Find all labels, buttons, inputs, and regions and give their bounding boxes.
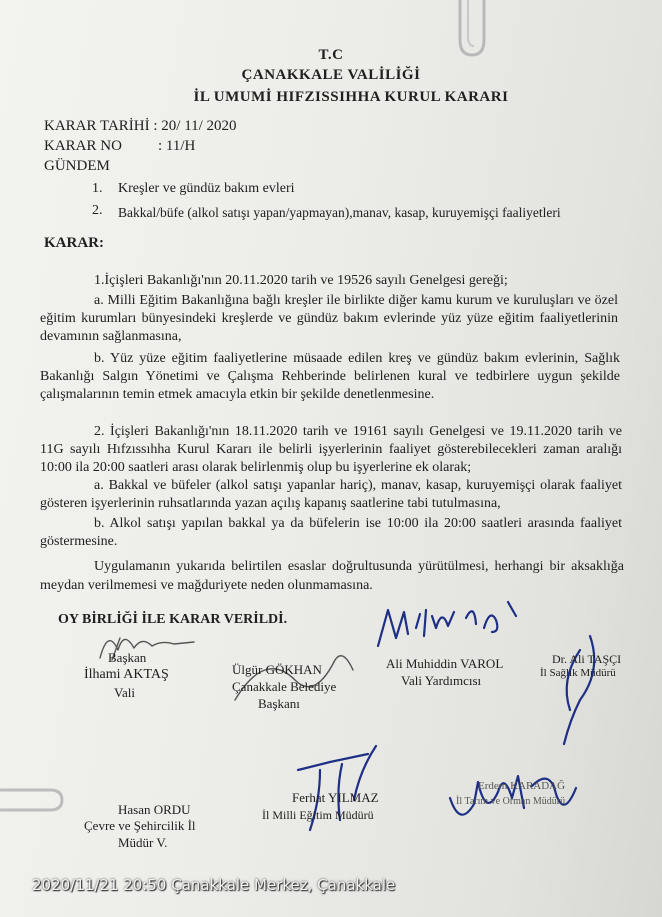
header-governorship: ÇANAKKALE VALİLİĞİ [241, 67, 421, 83]
signature-health-director [540, 630, 610, 750]
unanimous-decision: OY BİRLİĞİ İLE KARAR VERİLDİ. [58, 612, 288, 627]
paragraph-3: Uygulamanın yukarıda belirtilen esaslar doğrultusunda yürütülmesi, herhangi bir aksaklığa meydan verilmemesi ve mağduriyete neden olunmamasına. [40, 559, 624, 593]
paragraph-1b: b. Yüz yüze eğitim faaliyetlerine müsaade edilen kreş ve gündüz bakım evlerinin, Sağlık Bakanlığı Salgın Yönetimi ve Çalışma Rehberinde belirlenen kural ve tedbirlere uygun şekilde çalışmalarının temin etmek amacıyla etkin bir şekilde denetlenmesine. [40, 351, 620, 402]
decision-no-value: : 11/H [158, 138, 196, 154]
signatory-name: Dr. Ali TAŞÇI [552, 652, 622, 666]
signatory-title-2: Başkanı [258, 696, 300, 711]
signatory-name: Ülgür GÖKHAN [232, 662, 322, 677]
agenda-item-num: 1. [92, 181, 103, 196]
signatory-title: Çevre ve Şehircilik İl [84, 818, 196, 833]
header-title: İL UMUMİ HIFZISSIHHA KURUL KARARI [193, 89, 509, 105]
signature-deputy-governor [372, 598, 532, 658]
agenda-item-num: 2. [92, 203, 103, 218]
paper-clip-icon [0, 778, 70, 818]
paragraph-1: 1.İçişleri Bakanlığı'nın 20.11.2020 tarih ve 19526 sayılı Genelgesi gereği; [94, 273, 508, 288]
signatory-name: İlhami AKTAŞ [84, 667, 169, 682]
signatory-title: İl Tarım ve Orman Müdürü [456, 796, 566, 807]
agenda-item-text: Bakkal/büfe (alkol satışı yapan/yapmayan),manav, kasap, kuruyemişçi faaliyetleri [118, 205, 561, 220]
photo-timestamp: 2020/11/21 20:50 Çanakkale Merkez, Çanakkale [32, 876, 396, 894]
agenda-label: GÜNDEM [44, 158, 110, 174]
decision-no-label: KARAR NO [44, 138, 122, 154]
paragraph-2b: b. Alkol satışı yapılan bakkal ya da büfelerin ise 10:00 ila 20:00 saatleri arasında faaliyet göstermesine. [40, 516, 622, 549]
signatory-name: Erdem KARADAĞ [478, 780, 566, 792]
signatory-role: Başkan [108, 650, 147, 665]
signatory-title: Vali Yardımcısı [401, 673, 482, 688]
header-tc: T.C [318, 47, 344, 63]
signatory-title-2: Müdür V. [118, 835, 168, 850]
signatory-title: Vali [114, 685, 135, 700]
paragraph-2a: a. Bakkal ve büfeler (alkol satışı yapanlar hariç), manav, kasap, kuruyemişçi olarak faaliyet gösteren işyerlerinin ruhsatlarında yazan açılış kapanış saatlerine tabi tutulmasına, [40, 478, 622, 511]
paragraph-1a: a. Milli Eğitim Bakanlığına bağlı kreşler ile birlikte diğer kamu kurum ve kuruluşları ve özel eğitim kurumları bünyesindeki kreşlerde ve gündüz bakım evlerinde yüz yüze eğitim faaliyetlerinin devamının sağlanmasına, [40, 293, 618, 344]
agenda-item-text: Kreşler ve gündüz bakım evleri [118, 181, 295, 196]
signatory-name: Ferhat YILMAZ [292, 790, 379, 805]
decision-date: KARAR TARİHİ : 20/ 11/ 2020 [44, 118, 237, 134]
signatory-name: Hasan ORDU [118, 802, 191, 817]
decision-heading: KARAR: [44, 235, 104, 251]
signatory-title: İl Milli Eğitim Müdürü [262, 808, 374, 822]
signatory-title: Çanakkale Belediye [232, 679, 337, 694]
paragraph-2: 2. İçişleri Bakanlığı'nın 18.11.2020 tarih ve 19161 sayılı Genelgesi ve 19.11.2020 tarih ve 11G sayılı Hıfzıssıhha Kurul Kararı ile belirli işyerlerinin faaliyet gösterebilecekleri zaman aralığı 10:00 ila 20:00 saatleri arası olarak belirlenmiş olup bu işyerlerine ek olarak; [40, 424, 622, 475]
signatory-name: Ali Muhiddin VAROL [386, 656, 504, 671]
signatory-title: İl Sağlık Müdürü [540, 667, 616, 679]
